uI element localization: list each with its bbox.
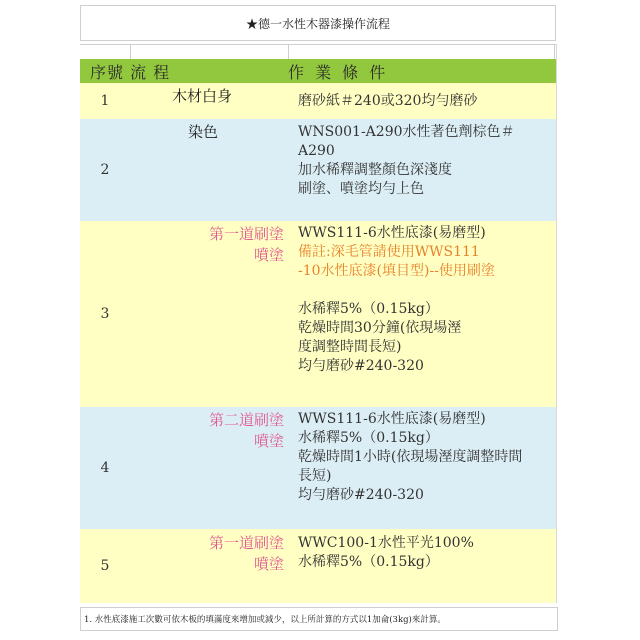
flow-text: 木材白身: [172, 87, 233, 105]
condition-line: WNS001-A290水性著色劑棕色＃: [298, 124, 515, 140]
condition-line: 加水稀釋調整顏色深淺度: [298, 162, 452, 178]
row-conditions: [298, 410, 552, 505]
row-seq: 5: [100, 558, 110, 574]
flow-text: 第一道刷塗: [208, 225, 284, 243]
condition-line: 刷塗、噴塗均勻上色: [298, 181, 424, 197]
table-row: [80, 221, 556, 407]
row-conditions: [298, 92, 552, 111]
condition-line: 長短): [298, 468, 332, 484]
table-header: [80, 59, 556, 83]
row-flow: [130, 410, 288, 452]
table-right-border: [556, 44, 557, 603]
flow-text: 第二道刷塗: [208, 411, 284, 429]
row-flow: [130, 224, 288, 266]
header-seq-flow: 序號 流 程: [90, 62, 171, 82]
row-seq: 3: [100, 306, 110, 322]
cell-divider: [130, 45, 131, 59]
header-conditions: 作 業 條 件: [288, 62, 389, 82]
condition-line: 水稀釋5%（0.15kg）: [298, 301, 439, 317]
condition-line: 均勻磨砂#240-320: [298, 358, 424, 374]
row-conditions: [298, 534, 552, 572]
condition-line: 水稀釋5%（0.15kg）: [298, 554, 439, 570]
condition-note: -10水性底漆(填目型)--使用刷塗: [298, 263, 495, 279]
cell-divider: [554, 45, 555, 59]
row-seq: 4: [100, 460, 110, 476]
table-row: [80, 407, 556, 529]
condition-line: 度調整時間長短): [298, 339, 402, 355]
condition-line: WWS111-6水性底漆(易磨型): [298, 225, 486, 241]
cell-divider: [288, 45, 289, 59]
footnote: 1. 水性底漆施工次數可依木板的填滿度來增加或減少，以上所計算的方式以1加侖(3kg)來計算。: [80, 607, 558, 631]
flow-text: 染色: [188, 123, 219, 141]
condition-line: A290: [298, 143, 335, 159]
flow-text: 噴塗: [253, 432, 284, 450]
table-row: [80, 83, 556, 119]
table-row: [80, 529, 556, 603]
condition-line: 水稀釋5%（0.15kg）: [298, 430, 439, 446]
flow-text: 第一道刷塗: [208, 534, 284, 552]
row-flow: [130, 533, 288, 575]
condition-line: WWS111-6水性底漆(易磨型): [298, 411, 486, 427]
condition-line: 乾燥時間30分鐘(依現場溼: [298, 320, 462, 336]
row-conditions: [298, 224, 552, 376]
condition-line: 乾燥時間1小時(依現場溼度調整時間: [298, 449, 523, 465]
blank-line: [298, 281, 552, 300]
sheet-title: ★德一水性木器漆操作流程: [80, 5, 556, 41]
condition-line: 磨砂紙＃240或320均勻磨砂: [298, 93, 478, 109]
row-seq: 2: [100, 162, 110, 178]
spacer-row: [80, 44, 556, 59]
condition-line: 均勻磨砂#240-320: [298, 487, 424, 503]
row-seq: 1: [100, 93, 110, 109]
flow-text: 噴塗: [253, 555, 284, 573]
row-conditions: [298, 123, 552, 199]
condition-line: WWC100-1水性平光100%: [298, 535, 474, 551]
flow-text: 噴塗: [253, 246, 284, 264]
table-row: [80, 119, 556, 221]
condition-note: 備註:深毛管請使用WWS111: [298, 244, 480, 260]
